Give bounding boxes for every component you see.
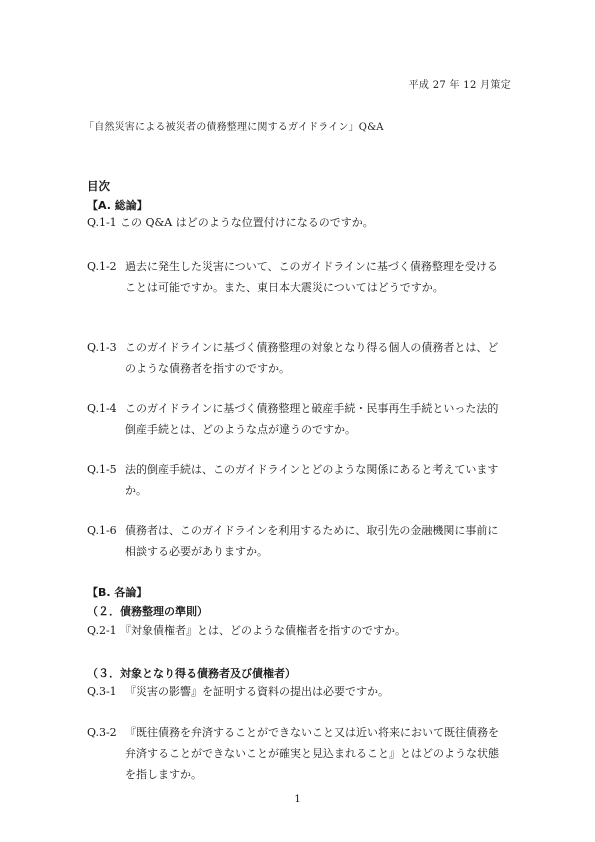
toc-item-q1-2[interactable] [87, 256, 507, 298]
toc-item-q1-6[interactable] [87, 520, 507, 562]
question-text: このガイドラインに基づく債務整理の対象となり得る個人の債務者とは、どのような債務者を指すのですか。 [125, 341, 499, 375]
toc-item-q1-5[interactable] [87, 459, 507, 501]
question-text: この Q&A はどのような位置付けになるのですか。 [120, 216, 374, 229]
toc-heading: 目次 [87, 179, 110, 193]
question-text: 債務者は、このガイドラインを利用するために、取引先の金融機関に事前に相談する必要がありますか。 [125, 524, 499, 558]
question-text: このガイドラインに基づく債務整理と破産手続・民事再生手続といった法的倒産手続とは、どのような点が違うのですか。 [125, 402, 499, 436]
question-text: 法的倒産手続は、このガイドラインとどのような関係にあると考えていますか。 [125, 463, 499, 497]
question-number: Q.1-3 [87, 341, 117, 354]
subsection-3-heading: （３．対象となり得る債務者及び債権者） [87, 667, 296, 680]
document-title: 「自然災害による被災者の債務整理に関するガイドライン」Q&A [84, 122, 384, 133]
page-number: 1 [294, 794, 301, 805]
question-number: Q.1-5 [87, 463, 117, 476]
question-text: 『対象債権者』とは、どのような債権者を指すのですか。 [120, 624, 406, 637]
toc-item-q3-2[interactable] [87, 722, 507, 785]
question-text: 過去に発生した災害について、このガイドラインに基づく債務整理を受けることは可能ですか。また、東日本大震災についてはどうですか。 [125, 260, 498, 294]
toc-item-q1-3[interactable] [87, 337, 507, 379]
toc-item-q1-4[interactable] [87, 398, 507, 440]
question-text: 『災害の影響』を証明する資料の提出は必要ですか。 [125, 685, 389, 698]
question-number: Q.3-1 [87, 685, 117, 698]
question-number: Q.1-1 [87, 216, 117, 229]
question-number: Q.1-6 [87, 524, 117, 537]
issue-date: 平成 27 年 12 月策定 [408, 80, 511, 91]
question-number: Q.1-4 [87, 402, 117, 415]
toc-item-q3-1[interactable] [87, 681, 507, 702]
section-b-heading: 【B. 各論】 [87, 586, 148, 599]
question-number: Q.3-2 [87, 726, 117, 739]
question-number: Q.1-2 [87, 260, 117, 273]
question-text: 『既往債務を弁済することができないこと又は近い将来において既往債務を弁済することができないことが確実と見込まれること』とはどのような状態を指しますか。 [125, 726, 499, 781]
question-number: Q.2-1 [87, 624, 117, 637]
toc-item-q1-1[interactable] [87, 212, 507, 233]
section-a-heading: 【A. 総論】 [87, 199, 148, 212]
subsection-2-heading: （２．債務整理の準則） [87, 605, 208, 618]
toc-item-q2-1[interactable] [87, 620, 507, 641]
